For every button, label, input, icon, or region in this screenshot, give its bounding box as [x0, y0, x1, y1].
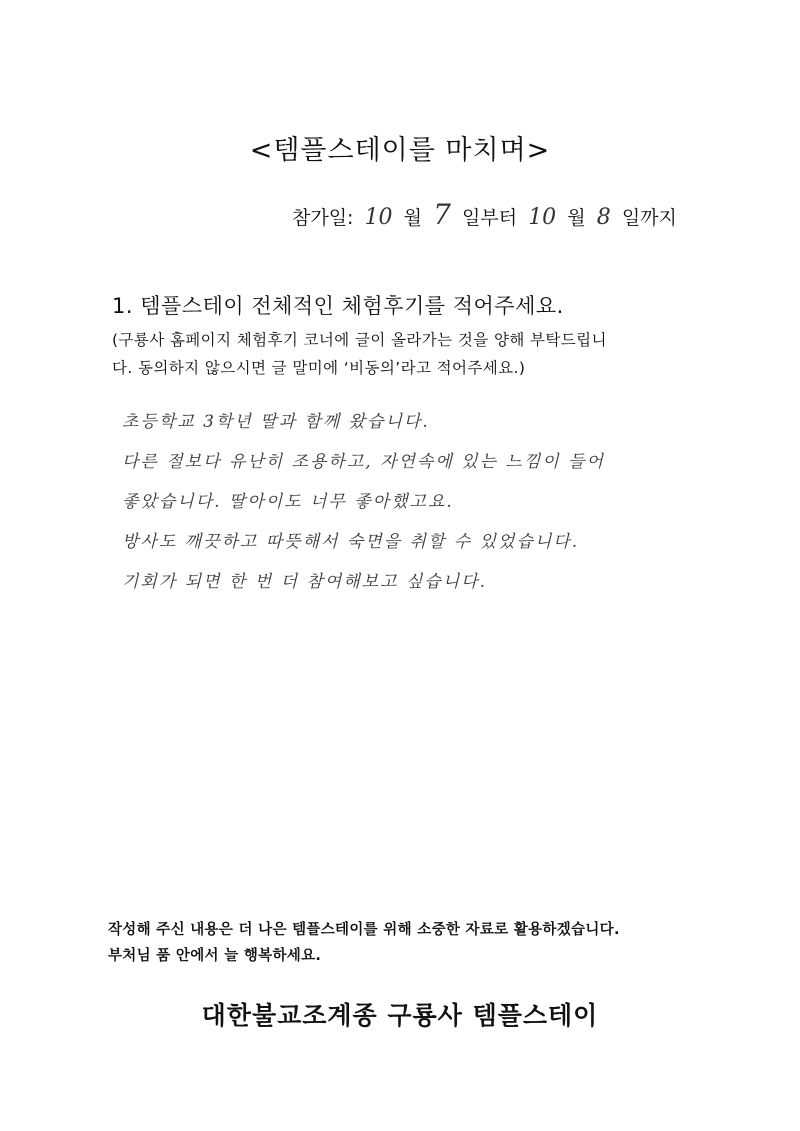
- closing-line: 작성해 주신 내용은 더 나은 템플스테이를 위해 소중한 자료로 활용하겠습니다.: [108, 922, 620, 938]
- end-day: 8: [596, 205, 611, 230]
- start-day: 7: [433, 198, 451, 231]
- participation-label: 참가일:: [292, 207, 354, 229]
- consent-note: [112, 326, 692, 382]
- consent-note-line: 다. 동의하지 않으시면 글 말미에 ‘비동의’라고 적어주세요.): [112, 359, 526, 377]
- answer-line: 다른 절보다 유난히 조용하고, 자연속에 있는 느낌이 들어: [122, 452, 605, 472]
- answer-line: 기회가 되면 한 번 더 참여해보고 싶습니다.: [122, 572, 488, 592]
- question-heading: 1. 템플스테이 전체적인 체험후기를 적어주세요.: [112, 294, 564, 318]
- month-unit-end: 월: [567, 207, 586, 229]
- month-unit-start: 월: [403, 207, 423, 229]
- participation-date-line: [292, 198, 677, 234]
- answer-line: 초등학교 3학년 딸과 함께 왔습니다.: [122, 412, 430, 432]
- start-month: 10: [364, 205, 393, 230]
- end-month: 10: [528, 205, 557, 230]
- until-text: 일까지: [621, 207, 677, 229]
- handwritten-answer: [122, 402, 682, 602]
- from-text: 일부터: [462, 207, 518, 229]
- answer-line: 좋았습니다. 딸아이도 너무 좋아했고요.: [122, 492, 454, 512]
- organization-name: 대한불교조계종 구룡사 템플스테이: [201, 1001, 599, 1030]
- page-title: <템플스테이를 마치며>: [249, 135, 551, 166]
- closing-message: [108, 917, 708, 969]
- answer-line: 방사도 깨끗하고 따뜻해서 숙면을 취할 수 있었습니다.: [122, 532, 580, 552]
- closing-line: 부처님 품 안에서 늘 행복하세요.: [108, 948, 322, 964]
- consent-note-line: (구룡사 홈페이지 체험후기 코너에 글이 올라가는 것을 양해 부탁드립니: [112, 331, 607, 349]
